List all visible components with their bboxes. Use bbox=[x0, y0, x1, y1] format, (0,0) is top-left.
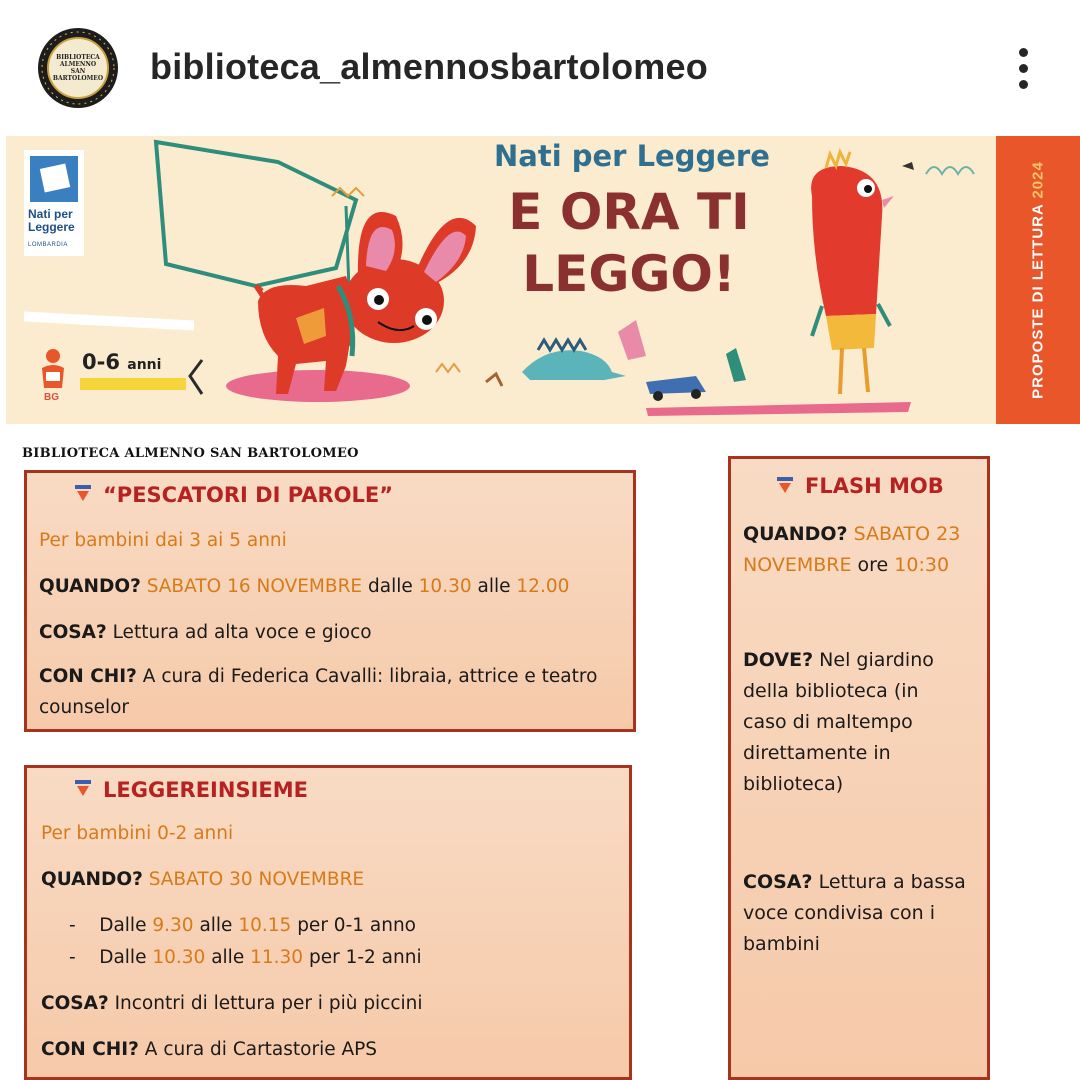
post-banner bbox=[6, 136, 1080, 424]
province-label: BG bbox=[44, 392, 59, 403]
event-card-leggereinsieme bbox=[24, 765, 632, 1080]
event-audience: Per bambini dai 3 ai 5 anni bbox=[39, 530, 287, 551]
event-audience: Per bambini 0-2 anni bbox=[41, 823, 234, 844]
age-range-tag bbox=[24, 316, 194, 406]
more-options-icon[interactable] bbox=[1010, 46, 1040, 92]
event-card-pescatori bbox=[24, 470, 636, 732]
title-line-1: E ORA TI bbox=[508, 183, 750, 241]
event-who: CON CHI? A cura di Cartastorie APS bbox=[41, 1039, 378, 1060]
avatar-text-3: SAN bbox=[70, 68, 86, 75]
event-title: LEGGEREINSIEME bbox=[103, 778, 308, 802]
event-when: QUANDO? SABATO 30 NOVEMBRE bbox=[41, 869, 365, 890]
dinosaur-icon bbox=[522, 350, 626, 380]
library-title: BIBLIOTECA ALMENNO SAN BARTOLOMEO bbox=[22, 446, 359, 461]
logo-region: LOMBARDIA bbox=[28, 242, 68, 248]
event-what: COSA? Incontri di lettura per i più piccini bbox=[41, 993, 423, 1014]
avatar-text-4: BARTOLOMEO bbox=[52, 75, 104, 82]
banner-main-title bbox=[499, 181, 759, 305]
side-strip bbox=[996, 136, 1080, 424]
pink-toy-icon bbox=[618, 320, 646, 360]
time-slot-1: - Dalle 9.30 alle 10.15 per 0-1 anno bbox=[69, 915, 417, 936]
bookmark-icon bbox=[73, 778, 93, 798]
event-title: FLASH MOB bbox=[805, 474, 944, 498]
logo-text: Nati per Leggere bbox=[28, 207, 75, 234]
event-what: COSA? Lettura ad alta voce e gioco bbox=[39, 622, 372, 643]
pink-shadow bbox=[226, 370, 410, 402]
event-when: QUANDO? SABATO 23 NOVEMBRE ore 10:30 bbox=[743, 523, 961, 576]
avatar-text-2: ALMENNO bbox=[59, 61, 97, 68]
age-highlight bbox=[80, 378, 186, 390]
side-strip-label: PROPOSTE DI LETTURA 2024 bbox=[1029, 161, 1047, 399]
event-title: “PESCATORI DI PAROLE” bbox=[103, 483, 393, 507]
title-line-2: LEGGO! bbox=[522, 245, 736, 303]
kite-outline-icon bbox=[156, 142, 356, 286]
avatar-badge bbox=[47, 37, 109, 99]
username-link[interactable]: biblioteca_almennosbartolomeo bbox=[150, 46, 708, 87]
event-when: QUANDO? SABATO 16 NOVEMBRE dalle 10.30 alle 12.00 bbox=[39, 576, 570, 597]
event-where: DOVE? Nel giardino della biblioteca (in caso di maltempo direttamente in biblioteca) bbox=[743, 649, 934, 795]
event-what: COSA? Lettura a bassa voce condivisa con i bambini bbox=[743, 871, 966, 955]
nati-per-leggere-heading: Nati per Leggere bbox=[494, 139, 770, 173]
time-slot-2: - Dalle 10.30 alle 11.30 per 1-2 anni bbox=[69, 947, 422, 968]
bookmark-icon bbox=[775, 475, 795, 495]
bookmark-icon bbox=[73, 483, 93, 503]
pink-stroke bbox=[646, 402, 911, 416]
age-range-label: 0-6 anni bbox=[82, 350, 162, 374]
event-card-flashmob bbox=[728, 456, 990, 1080]
post-header bbox=[0, 0, 1080, 135]
avatar-text-1: BIBLIOTECA bbox=[56, 54, 100, 61]
event-who: CON CHI? A cura di Federica Cavalli: libraia, attrice e teatro counselor bbox=[39, 666, 598, 718]
profile-avatar[interactable] bbox=[38, 28, 118, 108]
small-dino-icon bbox=[726, 348, 746, 382]
